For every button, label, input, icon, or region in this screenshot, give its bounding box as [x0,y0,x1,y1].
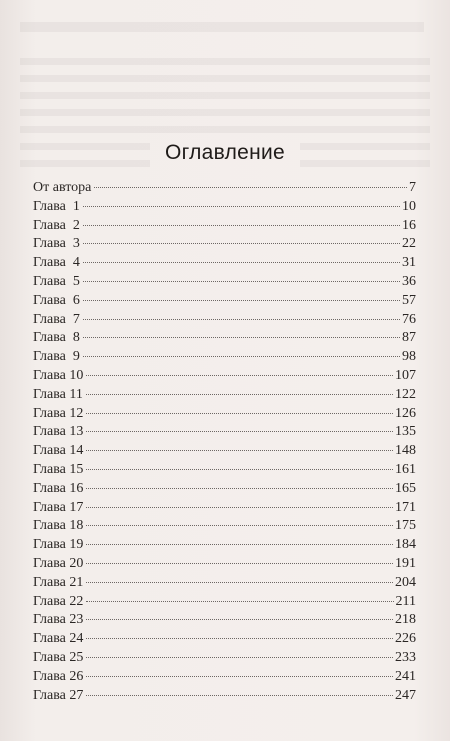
toc-entry-page-number: 148 [395,443,416,459]
toc-entry-page-number: 122 [395,386,416,402]
toc-entry-label: Глава 3 [33,236,80,252]
dot-leader [86,375,393,376]
toc-entry-label: Глава 2 [33,217,80,233]
toc-entry-label: Глава 15 [33,461,84,477]
table-of-contents [33,179,416,705]
toc-entry [33,687,416,706]
dot-leader [86,450,393,451]
toc-entry [33,348,416,367]
toc-entry [33,292,416,311]
dot-leader [86,582,393,583]
toc-entry-label: Глава 16 [33,480,84,496]
toc-entry-page-number: 218 [395,612,416,628]
toc-entry [33,517,416,536]
toc-entry-page-number: 135 [395,424,416,440]
toc-entry [33,217,416,236]
toc-entry [33,574,416,593]
toc-entry [33,386,416,405]
toc-entry-label: Глава 14 [33,443,84,459]
toc-entry-label: Глава 4 [33,255,80,271]
toc-entry [33,179,416,198]
toc-entry [33,254,416,273]
toc-entry-label: Глава 5 [33,273,80,289]
toc-entry-page-number: 36 [402,273,416,289]
dot-leader [86,563,393,564]
dot-leader [86,413,393,414]
toc-entry-label: Глава 22 [33,593,84,609]
page-title: Оглавление [164,141,286,164]
toc-entry-label: Глава 12 [33,405,84,421]
dot-leader [86,544,393,545]
toc-entry-page-number: 31 [402,255,416,271]
toc-entry-page-number: 87 [402,330,416,346]
toc-entry-page-number: 76 [402,311,416,327]
toc-entry-page-number: 184 [395,537,416,553]
dot-leader [83,243,400,244]
toc-entry-page-number: 22 [402,236,416,252]
toc-entry-page-number: 191 [395,555,416,571]
dot-leader [83,225,400,226]
dot-leader [83,319,400,320]
toc-entry-label: Глава 11 [33,386,83,402]
toc-entry-page-number: 161 [395,461,416,477]
toc-entry-label: Глава 10 [33,367,84,383]
toc-entry-label: Глава 9 [33,349,80,365]
toc-entry [33,367,416,386]
dot-leader [86,394,393,395]
toc-entry-page-number: 126 [395,405,416,421]
dot-leader [83,337,400,338]
toc-entry [33,311,416,330]
toc-entry-page-number: 175 [395,518,416,534]
dot-leader [86,638,393,639]
dot-leader [83,356,400,357]
toc-entry-label: От автора [33,180,92,195]
toc-entry-page-number: 7 [409,180,416,195]
toc-entry-label: Глава 21 [33,574,84,590]
toc-entry-label: Глава 20 [33,555,84,571]
toc-entry [33,480,416,499]
toc-entry-page-number: 171 [395,499,416,515]
toc-entry-page-number: 107 [395,367,416,383]
toc-entry [33,555,416,574]
toc-entry [33,235,416,254]
dot-leader [83,300,400,301]
toc-entry-label: Глава 7 [33,311,80,327]
toc-entry [33,461,416,480]
dot-leader [86,525,393,526]
toc-entry-label: Глава 23 [33,612,84,628]
toc-entry-page-number: 16 [402,217,416,233]
dot-leader [86,507,393,508]
toc-entry-page-number: 98 [402,349,416,365]
toc-entry [33,593,416,612]
dot-leader [86,619,393,620]
toc-entry-page-number: 247 [395,687,416,703]
dot-leader [86,695,393,696]
toc-entry-label: Глава 13 [33,424,84,440]
toc-entry [33,499,416,518]
toc-entry-label: Глава 24 [33,631,84,647]
dot-leader [86,676,393,677]
toc-entry [33,273,416,292]
toc-entry [33,536,416,555]
toc-entry-page-number: 57 [402,292,416,308]
toc-entry-label: Глава 6 [33,292,80,308]
dot-leader [86,601,393,602]
dot-leader [86,657,393,658]
toc-entry-page-number: 10 [402,198,416,214]
dot-leader [94,187,407,188]
toc-entry-label: Глава 26 [33,668,84,684]
dot-leader [83,262,400,263]
toc-entry [33,668,416,687]
toc-entry-label: Глава 17 [33,499,84,515]
toc-entry-page-number: 226 [395,631,416,647]
toc-entry [33,329,416,348]
toc-entry-page-number: 165 [395,480,416,496]
dot-leader [86,488,393,489]
dot-leader [86,431,393,432]
toc-entry [33,649,416,668]
toc-entry [33,423,416,442]
toc-entry-page-number: 204 [395,574,416,590]
dot-leader [83,206,400,207]
toc-entry-page-number: 241 [395,668,416,684]
toc-entry [33,405,416,424]
toc-entry [33,611,416,630]
toc-entry [33,198,416,217]
toc-entry-label: Глава 8 [33,330,80,346]
toc-entry-label: Глава 27 [33,687,84,703]
toc-entry [33,630,416,649]
toc-entry-label: Глава 1 [33,198,80,214]
toc-entry-page-number: 233 [395,649,416,665]
dot-leader [83,281,400,282]
toc-entry-label: Глава 19 [33,537,84,553]
dot-leader [86,469,393,470]
toc-entry [33,442,416,461]
toc-entry-label: Глава 25 [33,649,84,665]
toc-entry-page-number: 211 [395,593,416,609]
toc-entry-label: Глава 18 [33,518,84,534]
